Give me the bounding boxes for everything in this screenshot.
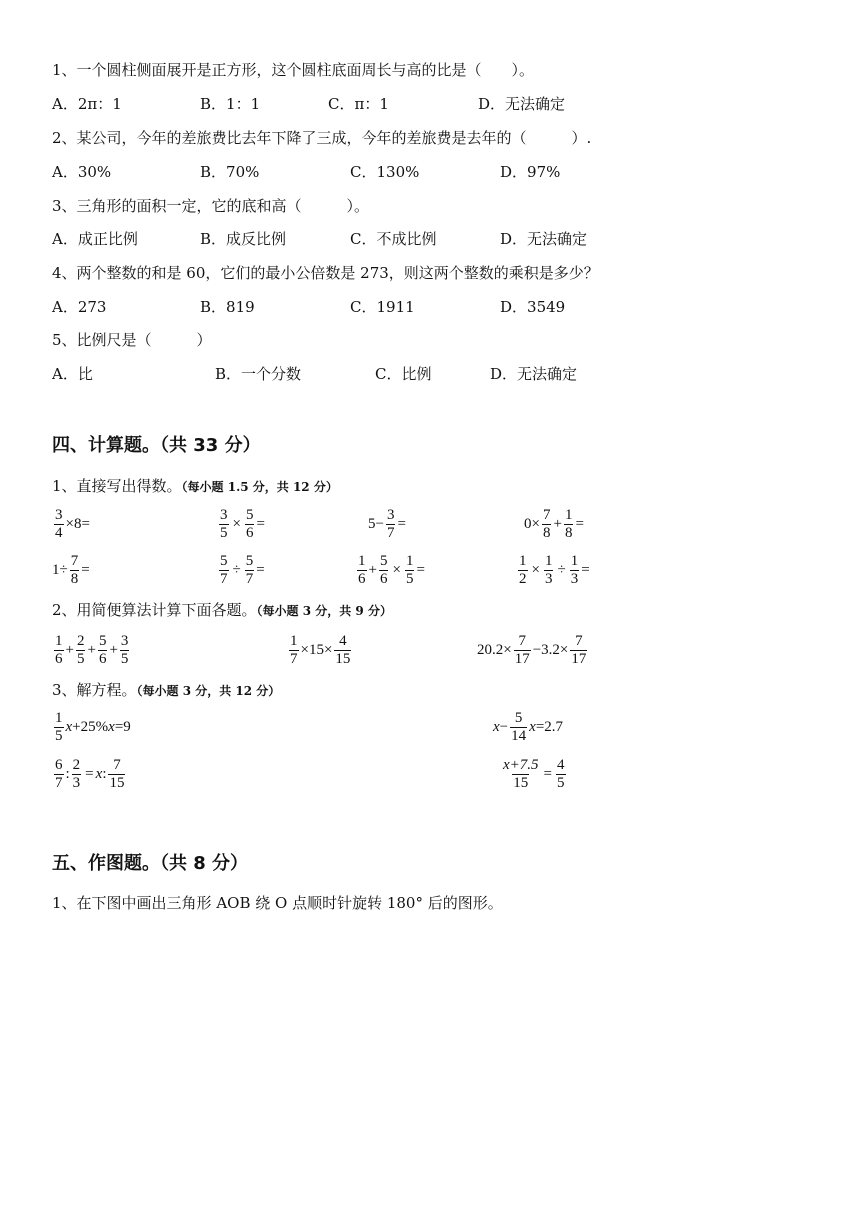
fraction: $\frac{3}{4}$ bbox=[55, 506, 63, 541]
q5-option-d: D．无法确定 bbox=[490, 365, 578, 383]
expr-text: ×8= bbox=[65, 515, 90, 532]
fraction: $\frac{4}{15}$ bbox=[335, 632, 351, 667]
fraction: $\frac{1}{3}$ bbox=[544, 552, 553, 587]
fraction: $\frac{7}{17}$ bbox=[571, 632, 587, 667]
expr-text: = bbox=[256, 561, 265, 578]
fraction: $\frac{5}{6}$ bbox=[245, 506, 254, 541]
q2-option-b: B．70% bbox=[200, 163, 260, 181]
operator: ÷ bbox=[557, 561, 566, 578]
question-1-stem: 1、一个圆柱侧面展开是正方形，这个圆柱底面周长与高的比是（ ）。 bbox=[52, 61, 535, 79]
simplify-c2 bbox=[287, 630, 353, 670]
q1-option-a: A．2π：1 bbox=[52, 95, 122, 113]
q2-option-a: A．30% bbox=[52, 163, 112, 181]
expr-text: = bbox=[416, 561, 425, 578]
variable-x: x bbox=[529, 718, 536, 735]
fraction: 1 5 bbox=[55, 709, 63, 744]
operator: + bbox=[368, 561, 377, 578]
expr-text: ×15× bbox=[300, 641, 333, 658]
mental-math-a4 bbox=[524, 504, 584, 544]
part-1-title bbox=[52, 476, 338, 497]
q3-option-a: A．成正比例 bbox=[52, 230, 138, 248]
operator: = bbox=[85, 765, 94, 782]
operator: + bbox=[553, 515, 562, 532]
expr-text: +25% bbox=[72, 718, 109, 735]
fraction: $\frac{3}{5}$ bbox=[120, 632, 129, 667]
mental-math-a2 bbox=[217, 504, 265, 544]
expr-text: =2.7 bbox=[535, 718, 564, 735]
mental-math-a1 bbox=[52, 504, 90, 544]
q1-option-d: D．无法确定 bbox=[478, 95, 566, 113]
operator: : bbox=[102, 765, 107, 782]
q5-option-b: B．一个分数 bbox=[215, 365, 302, 383]
fraction: $\frac{5}{7}$ bbox=[220, 552, 228, 587]
fraction: $\frac{1}{8}$ bbox=[564, 506, 573, 541]
q1-option-b: B．1：1 bbox=[200, 95, 261, 113]
simplify-c3 bbox=[477, 630, 589, 670]
fraction: $\frac{3}{5}$ bbox=[220, 506, 228, 541]
variable-x: x bbox=[65, 718, 73, 735]
fraction: $\frac{7}{8}$ bbox=[70, 552, 79, 587]
fraction: $\frac{1}{5}$ bbox=[405, 552, 414, 587]
fraction: $\frac{2}{3}$ bbox=[72, 756, 81, 791]
q2-option-c: C．130% bbox=[350, 163, 420, 181]
part-2-note: （每小题 3 分，共 9 分） bbox=[256, 604, 392, 618]
q5-option-c: C．比例 bbox=[375, 365, 432, 383]
question-5-stem: 5、比例尺是（ ） bbox=[52, 331, 212, 349]
part-3-note: （每小题 3 分，共 12 分） bbox=[136, 684, 281, 698]
question-2-stem: 2、某公司，今年的差旅费比去年下降了三成，今年的差旅费是去年的（ ）. bbox=[52, 129, 592, 147]
fraction: $\frac{7}{8}$ bbox=[542, 506, 551, 541]
operator: − bbox=[499, 718, 509, 735]
variable-x: x bbox=[493, 718, 500, 735]
q4-option-d: D．3549 bbox=[500, 298, 566, 316]
fraction: 6 7 bbox=[55, 756, 63, 791]
fraction: $\frac{4}{5}$ bbox=[557, 756, 565, 791]
fraction: $\frac{x+7.5}{15}$ bbox=[503, 756, 539, 791]
fraction: $\frac{3}{7}$ bbox=[386, 506, 395, 541]
operator: = bbox=[543, 765, 552, 782]
expr-text: 20.2× bbox=[477, 641, 512, 658]
fraction: 7 15 bbox=[109, 756, 125, 791]
fraction: $\frac{5}{7}$ bbox=[245, 552, 254, 587]
fraction: $\frac{5}{14}$ bbox=[511, 709, 527, 744]
expr-text: 1÷ bbox=[52, 561, 68, 578]
mental-math-b1 bbox=[52, 550, 90, 590]
fraction: $\frac{1}{2}$ bbox=[519, 552, 527, 587]
part-2-label: 2、用简便算法计算下面各题。 bbox=[52, 601, 257, 619]
q1-option-c: C．π：1 bbox=[328, 95, 389, 113]
part-3-title bbox=[52, 680, 280, 701]
part-3-label: 3、解方程。 bbox=[52, 681, 137, 699]
operator: × bbox=[531, 561, 540, 578]
mental-math-a3 bbox=[368, 504, 406, 544]
fraction: $\frac{2}{5}$ bbox=[76, 632, 85, 667]
question-4-stem: 4、两个整数的和是 60，它们的最小公倍数是 273，则这两个整数的乘积是多少？ bbox=[52, 264, 599, 282]
expr-text: 0× bbox=[524, 515, 540, 532]
fraction: 1 6 bbox=[55, 632, 63, 667]
section-5-heading: 五、作图题。（共 8 分） bbox=[52, 853, 249, 874]
equation-d1 bbox=[52, 707, 131, 747]
expr-text: = bbox=[575, 515, 584, 532]
expr-text: = bbox=[256, 515, 265, 532]
expr-text: 5− bbox=[368, 515, 384, 532]
variable-x: x bbox=[95, 765, 103, 782]
q4-option-b: B．819 bbox=[200, 298, 255, 316]
expr-text: −3.2× bbox=[532, 641, 569, 658]
operator: : bbox=[65, 765, 70, 782]
section-5-question-1: 1、在下图中画出三角形 AOB 绕 O 点顺时针旋转 180° 后的图形。 bbox=[52, 894, 503, 912]
question-3-stem: 3、三角形的面积一定，它的底和高（ ）。 bbox=[52, 197, 370, 215]
part-2-title bbox=[52, 600, 392, 621]
expr-text: = bbox=[581, 561, 590, 578]
operator: + bbox=[109, 641, 118, 658]
mental-math-b3 bbox=[355, 550, 425, 590]
equation-d2 bbox=[493, 707, 563, 747]
q4-option-c: C．1911 bbox=[350, 298, 415, 316]
q2-option-d: D．97% bbox=[500, 163, 561, 181]
operator: ÷ bbox=[232, 561, 241, 578]
equation-e2 bbox=[500, 754, 568, 794]
mental-math-b4 bbox=[516, 550, 590, 590]
part-1-label: 1、直接写出得数。 bbox=[52, 477, 182, 495]
fraction: $\frac{5}{6}$ bbox=[98, 632, 107, 667]
equation-e1 bbox=[52, 754, 127, 794]
expr-text: = bbox=[81, 561, 90, 578]
mental-math-b2 bbox=[217, 550, 265, 590]
fraction: $\frac{1}{3}$ bbox=[570, 552, 579, 587]
operator: × bbox=[392, 561, 401, 578]
variable-x: x bbox=[108, 718, 115, 735]
q5-option-a: A．比 bbox=[52, 365, 93, 383]
simplify-c1 bbox=[52, 630, 131, 670]
q3-option-d: D．无法确定 bbox=[500, 230, 588, 248]
q4-option-a: A．273 bbox=[52, 298, 107, 316]
expr-text: =9 bbox=[114, 718, 131, 735]
fraction: $\frac{5}{6}$ bbox=[379, 552, 388, 587]
part-1-note: （每小题 1.5 分，共 12 分） bbox=[181, 480, 338, 494]
q3-option-b: B．成反比例 bbox=[200, 230, 287, 248]
section-4-heading: 四、计算题。（共 33 分） bbox=[52, 435, 261, 456]
operator: + bbox=[65, 641, 74, 658]
fraction: $\frac{1}{7}$ bbox=[290, 632, 298, 667]
q3-option-c: C．不成比例 bbox=[350, 230, 437, 248]
fraction: $\frac{7}{17}$ bbox=[514, 632, 530, 667]
expr-text: = bbox=[397, 515, 406, 532]
fraction: 1 6 bbox=[358, 552, 366, 587]
operator: + bbox=[87, 641, 96, 658]
operator: × bbox=[232, 515, 241, 532]
